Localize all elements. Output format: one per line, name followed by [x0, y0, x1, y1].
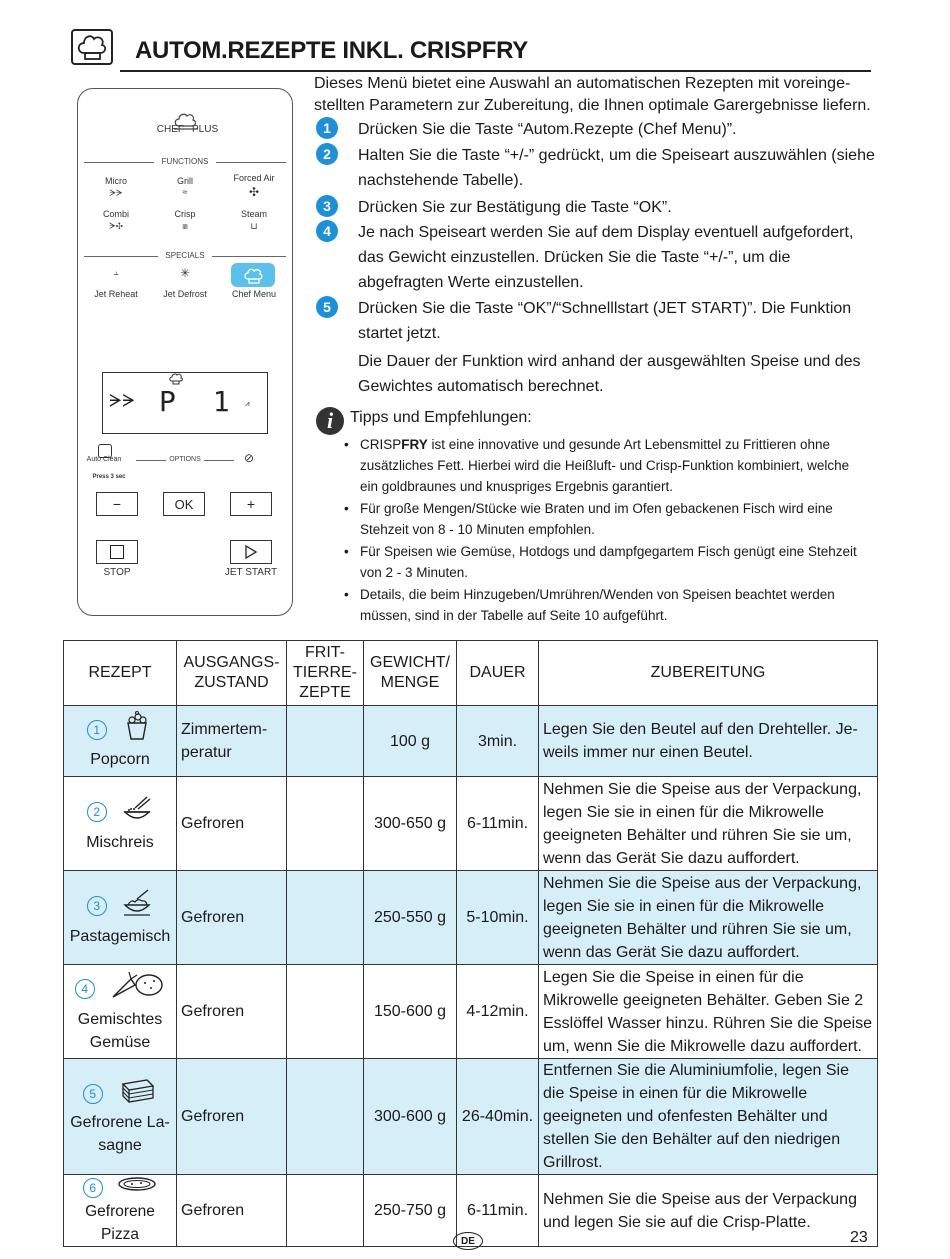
intro-text: Dieses Menü bietet eine Auswahl an automatischen Rezepten mit voreingestellten Parametern zur Zubereitung, die Ihnen optimale Garergebnisse liefern. — [314, 75, 871, 114]
col-header: ZUBEREITUNG — [539, 641, 878, 706]
recipe-name: Pastagemisch — [69, 927, 171, 945]
time-cell: 26-40min. — [457, 1059, 539, 1175]
tip-item: • Für Speisen wie Gemüse, Hotdogs und dampfgegartem Fisch genügt eine Stehzeit von 2 - 3 Minuten. — [340, 541, 870, 583]
recipe-cell — [64, 1175, 177, 1247]
frit-cell — [287, 1059, 364, 1175]
display-level-icon: ⩘ — [245, 399, 250, 408]
tip-bold-text: FRY — [401, 437, 428, 452]
prep-cell: Nehmen Sie die Speise aus der Verpackung, legen Sie sie in einen für die Mikrowelle geeigneten Behälter und rühren Sie sie um, wenn das Gerät Sie dazu auffordert. — [539, 871, 878, 965]
recipe-name: Gefrorene La-sagne — [70, 1114, 170, 1154]
state-cell: Gefroren — [177, 1175, 287, 1247]
recipe-number: 6 — [83, 1178, 103, 1198]
recipe-number: 1 — [87, 720, 107, 740]
divider — [204, 460, 234, 461]
eco-icon: ⊘ — [243, 451, 255, 465]
stop-label: STOP — [103, 567, 131, 578]
special-jet-defrost-label: Jet Defrost — [163, 289, 207, 299]
page-title: AUTOM.REZEPTE INKL. CRISPFRY — [135, 37, 528, 64]
state-cell: Gefroren — [177, 871, 287, 965]
divider — [216, 162, 286, 163]
step-5 — [316, 296, 876, 399]
time-cell: 3min. — [457, 706, 539, 777]
tips-list — [340, 434, 870, 627]
tip-text: CRISP — [360, 437, 402, 452]
step-4 — [316, 220, 876, 295]
divider — [84, 256, 158, 257]
stop-button[interactable] — [96, 540, 138, 564]
prep-cell: Legen Sie den Beutel auf den Drehteller. Je-weils immer nur einen Beutel. — [539, 706, 878, 777]
weight-cell: 250-550 g — [364, 871, 457, 965]
special-jet-reheat-label: Jet Reheat — [94, 289, 138, 299]
time-cell: 6-11min. — [457, 1175, 539, 1247]
func-steam-label: Steam — [240, 209, 267, 219]
plus-button[interactable]: + — [230, 492, 272, 516]
tips-title: Tipps und Empfehlungen: — [350, 409, 532, 426]
tip-item: • Für große Mengen/Stücke wie Braten und im Ofen gebackenen Fisch wird eine Stehzeit von 8 - 10 Minuten empfohlen. — [340, 498, 870, 540]
rice-bowl-icon — [121, 794, 153, 831]
recipe-number: 5 — [83, 1084, 103, 1104]
chef-hat-icon — [71, 29, 113, 65]
func-grill-label: Grill — [177, 176, 193, 186]
weight-cell: 150-600 g — [364, 965, 457, 1059]
time-cell: 4-12min. — [457, 965, 539, 1059]
recipe-number: 4 — [75, 979, 95, 999]
col-header: AUSGANGS-ZUSTAND — [177, 641, 287, 706]
step-2 — [316, 143, 876, 193]
page-number: 23 — [850, 1229, 868, 1246]
specials-label: SPECIALS — [165, 251, 205, 260]
step-number: 4 — [316, 220, 338, 242]
table-row — [64, 1059, 878, 1175]
vegetables-icon — [109, 969, 165, 1008]
pizza-icon — [117, 1175, 157, 1200]
brand-left: CHEF — [156, 124, 184, 135]
functions-label: FUNCTIONS — [161, 157, 209, 166]
info-icon: i — [316, 407, 344, 435]
auto-clean-icon — [98, 444, 112, 458]
pasta-bowl-icon — [121, 888, 153, 925]
jet-start-label: JET START — [224, 567, 278, 578]
options-label: OPTIONS — [169, 456, 201, 463]
special-chef-menu-label: Chef Menu — [231, 289, 277, 299]
table-row — [64, 871, 878, 965]
frit-cell — [287, 871, 364, 965]
weight-cell: 300-600 g — [364, 1059, 457, 1175]
tip-item: • Details, die beim Hinzugeben/Umrühren/Wenden von Speisen beachtet werden müssen, sind in der Tabelle auf Seite 10 aufgeführt. — [340, 584, 870, 626]
weight-cell: 100 g — [364, 706, 457, 777]
func-forced-air-label: Forced Air — [233, 173, 275, 183]
prep-cell: Entfernen Sie die Aluminiumfolie, legen Sie die Speise in einen für die Mikrowelle geeigneten und ofenfesten Behälter und stellen Sie den Behälter auf den niedrigen Grillrost. — [539, 1059, 878, 1175]
step-text: Halten Sie die Taste “+/-” gedrückt, um die Speiseart auszuwählen (siehe nachstehende Tabelle). — [358, 147, 875, 189]
recipe-cell — [64, 965, 177, 1059]
table-row — [64, 706, 878, 777]
micro-icon: ᗒᗒ — [109, 188, 123, 198]
crisp-icon: ⩎ — [182, 221, 188, 231]
recipe-cell — [64, 1059, 177, 1175]
weight-cell: 300-650 g — [364, 777, 457, 871]
prep-cell: Nehmen Sie die Speise aus der Verpackung und legen Sie sie auf die Crisp-Platte. — [539, 1175, 878, 1247]
oven-display — [102, 372, 268, 434]
recipe-cell — [64, 706, 177, 777]
display-program: P 1 — [159, 385, 240, 418]
recipe-name: Gefrorene Pizza — [85, 1203, 155, 1243]
col-header: REZEPT — [64, 641, 177, 706]
divider — [212, 256, 286, 257]
combi-icon: ᗒ✣ — [109, 221, 123, 231]
jet-defrost-icon: ✳ — [179, 266, 191, 280]
step-number: 1 — [316, 117, 338, 139]
lasagne-icon — [117, 1076, 157, 1111]
table-row — [64, 777, 878, 871]
frit-cell — [287, 777, 364, 871]
tip-text: ist eine innovative und gesunde Art Lebensmittel zu Frittieren ohne zusätzliches Fett. Hierbei wird die Heißluft- und Crisp-Funktion kombiniert, welche ein goldbraunes und knuspriges Ergebnis garantiert. — [360, 437, 850, 494]
frit-cell — [287, 706, 364, 777]
fan-icon: ✣ — [248, 185, 260, 199]
table-row — [64, 965, 878, 1059]
minus-button[interactable]: − — [96, 492, 138, 516]
step-text: Je nach Speiseart werden Sie auf dem Display eventuell aufgefordert, das Gewicht einzustellen. Drücken Sie die Taste “+/-”, um die abgefragten Werte einzustellen. — [358, 224, 854, 291]
func-micro-label: Micro — [105, 176, 127, 186]
state-cell: Zimmertem-peratur — [177, 706, 287, 777]
tip-item — [340, 434, 870, 497]
jet-start-button[interactable] — [230, 540, 272, 564]
step-text: Drücken Sie die Taste “Autom.Rezepte (Chef Menu)”. — [358, 121, 737, 138]
step-number: 2 — [316, 143, 338, 165]
state-cell: Gefroren — [177, 777, 287, 871]
recipe-name: Gemischtes Gemüse — [77, 1011, 163, 1051]
display-micro-icon: ᗒᗒ — [109, 391, 136, 411]
recipe-name: Popcorn — [90, 751, 150, 768]
title-underline — [120, 70, 871, 72]
divider — [136, 460, 166, 461]
col-header: DAUER — [457, 641, 539, 706]
recipe-name: Mischreis — [86, 833, 154, 851]
recipe-number: 2 — [87, 802, 107, 822]
steam-icon: ⊔ — [250, 221, 258, 231]
func-crisp-label: Crisp — [174, 209, 196, 219]
step-number: 3 — [316, 195, 338, 217]
time-cell: 5-10min. — [457, 871, 539, 965]
prep-cell: Legen Sie die Speise in einen für die Mikrowelle geeigneten Behälter. Geben Sie 2 Esslöffel Wasser hinzu. Rühren Sie die Speise um, wenn Sie die Mikrowelle dazu auffordert. — [539, 965, 878, 1059]
step-text: Drücken Sie zur Bestätigung die Taste “OK”. — [358, 199, 672, 216]
grill-icon: ≈ — [182, 187, 188, 197]
col-header: GEWICHT/ MENGE — [364, 641, 457, 706]
recipe-cell — [64, 777, 177, 871]
time-cell: 6-11min. — [457, 777, 539, 871]
frit-cell — [287, 1175, 364, 1247]
press-3-sec-label: Press 3 sec — [92, 474, 126, 480]
step-3 — [316, 195, 876, 220]
func-combi-label: Combi — [102, 209, 129, 219]
recipe-number: 3 — [87, 896, 107, 916]
table-header-row — [64, 641, 878, 706]
prep-cell: Nehmen Sie die Speise aus der Verpackung, legen Sie sie in einen für die Mikrowelle geeigneten Behälter und rühren Sie sie um, wenn das Gerät Sie dazu auffordert. — [539, 777, 878, 871]
control-panel-illustration — [77, 88, 293, 616]
jet-reheat-icon: ⫠ — [113, 267, 119, 277]
ok-button[interactable]: OK — [163, 492, 205, 516]
recipe-table — [63, 640, 878, 1247]
col-header: FRIT-TIERRE-ZEPTE — [287, 641, 364, 706]
language-badge: DE — [453, 1232, 483, 1250]
brand-right: PLUS — [192, 124, 219, 135]
recipe-cell — [64, 871, 177, 965]
step-extra-text: Die Dauer der Funktion wird anhand der ausgewählten Speise und des Gewichtes automatisch berechnet. — [358, 353, 861, 395]
auto-clean-label: Auto Clean — [86, 456, 122, 463]
state-cell: Gefroren — [177, 965, 287, 1059]
step-text: Drücken Sie die Taste “OK”/“Schnelllstart (JET START)”. Die Funktion startet jetzt. — [358, 300, 852, 342]
divider — [84, 162, 154, 163]
weight-cell: 250-750 g — [364, 1175, 457, 1247]
chef-menu-button-highlight — [231, 263, 275, 287]
popcorn-icon — [121, 711, 153, 748]
step-number: 5 — [316, 296, 338, 318]
frit-cell — [287, 965, 364, 1059]
state-cell: Gefroren — [177, 1059, 287, 1175]
step-1 — [316, 117, 876, 142]
